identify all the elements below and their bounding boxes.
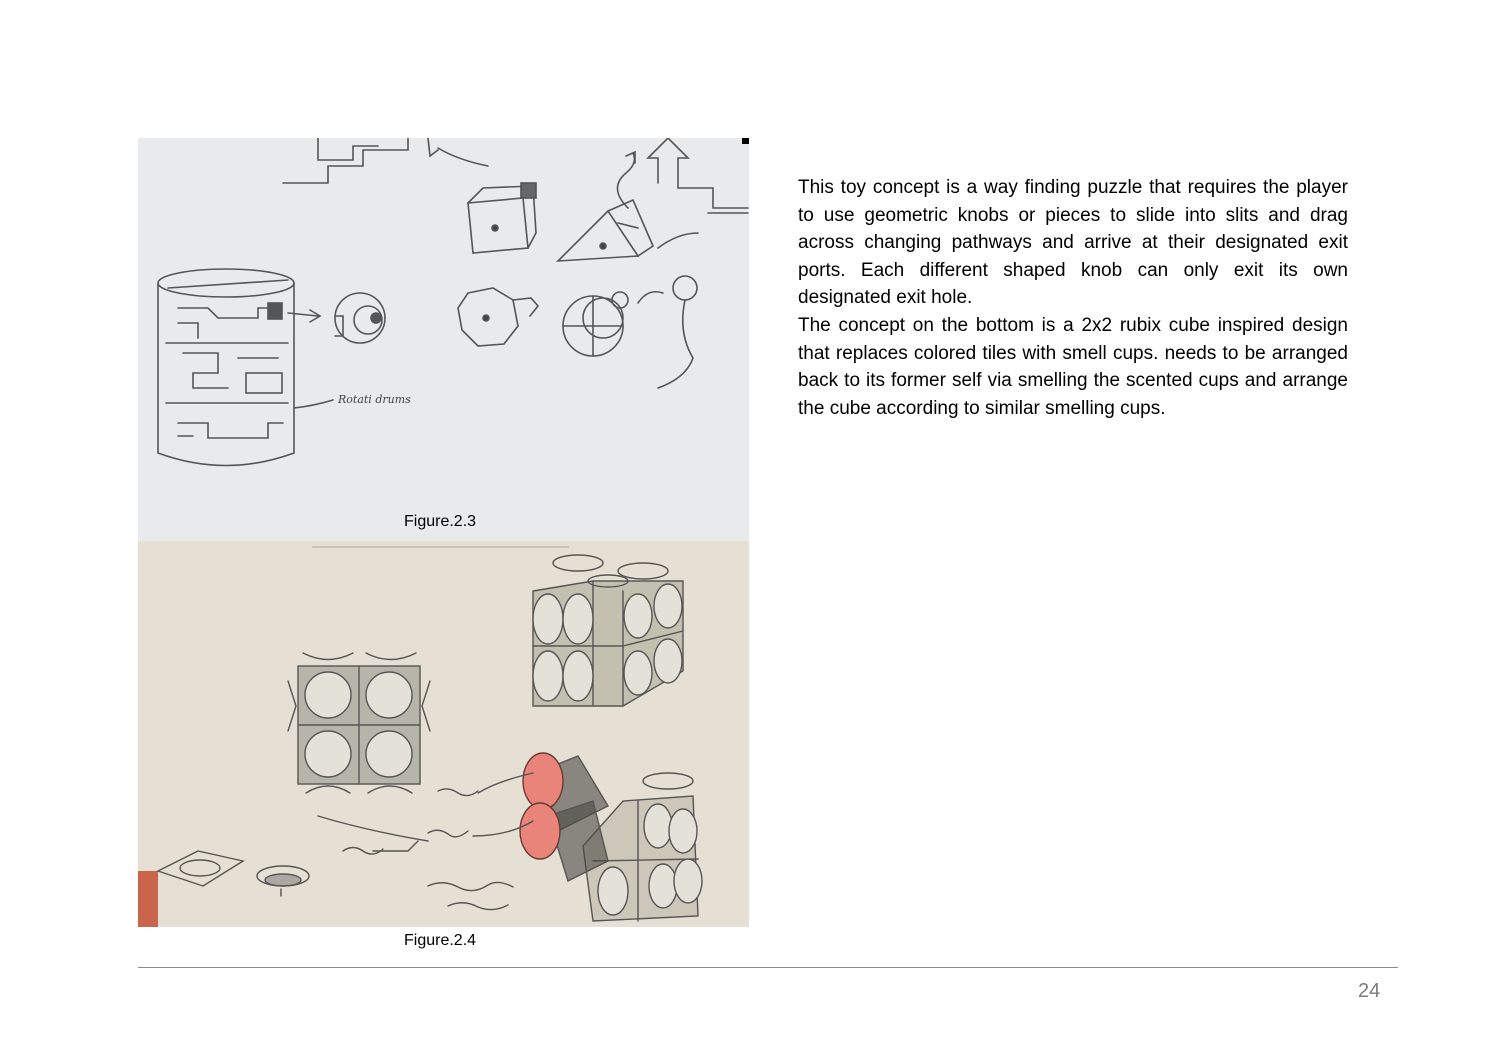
figure-2-3-caption: Figure.2.3: [404, 513, 477, 530]
description-text: [798, 174, 1348, 422]
figure-2-4-sketch: [138, 541, 749, 927]
smell-cube-drawing: [138, 541, 749, 927]
figure-2-4-caption: Figure.2.4: [404, 932, 477, 949]
paragraph-smell-cube: The concept on the bottom is a 2x2 rubix cube inspired design that replaces colored tiles with smell cups. needs to be arranged back to its former self via smelling the scented cups and arrange the cube according to similar smelling cups.: [798, 314, 1348, 419]
page-number: 24: [1358, 980, 1381, 1002]
paragraph-wayfinding-puzzle: This toy concept is a way finding puzzle that requires the player to use geometric knobs or pieces to slide into slits and drag across changing pathways and arrive at their designated exit ports. Each different shaped knob can only exit its own designated exit hole.: [798, 177, 1348, 309]
footer-divider: [138, 967, 1398, 968]
sketch-annotation: Rotati drums: [338, 393, 411, 406]
wayfinding-puzzle-drawing: [138, 138, 749, 541]
figure-2-3-sketch: [138, 138, 749, 541]
